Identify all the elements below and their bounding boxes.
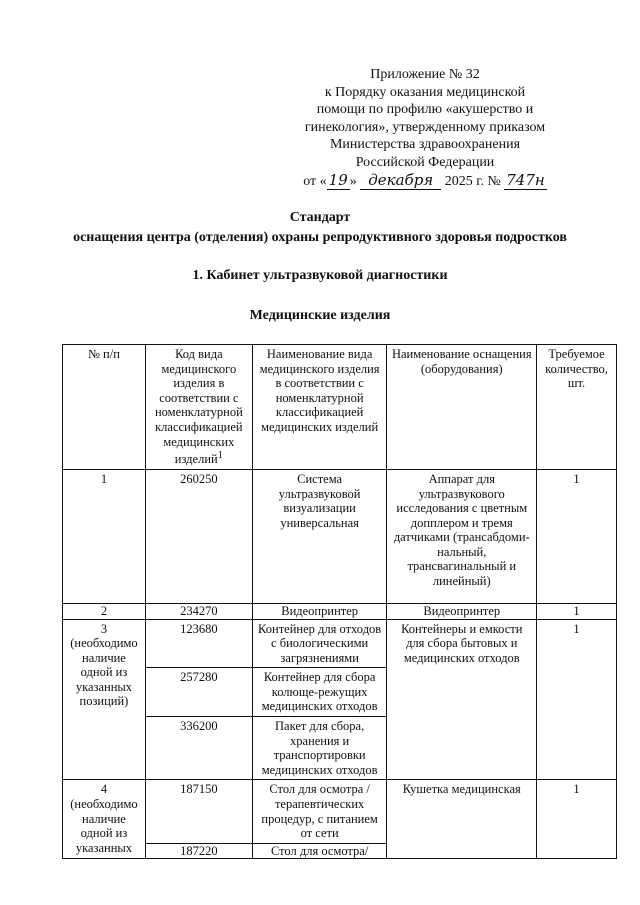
cell-equipment: Кушетка медицинская — [387, 780, 537, 859]
table-header-row — [63, 345, 617, 470]
cell-num: 3 (необходимо наличие одной из указанных позиций) — [63, 619, 146, 780]
header-code-text: Код вида медицинского изделия в соответствии с номенклатурной классификацией медицинских изделий — [154, 347, 243, 467]
date-prefix: от « — [303, 173, 327, 189]
cell-name: Пакет для сбора, хранения и транспортировки медицинских отходов — [252, 717, 387, 780]
cell-code: 123680 — [145, 619, 252, 668]
annex-line: Приложение № 32 — [370, 67, 480, 82]
cell-equipment: Видеопринтер — [387, 603, 537, 619]
date-suffix: г. № — [476, 173, 501, 189]
annex-line: помощи по профилю «акушерство и — [316, 102, 534, 118]
header-code — [145, 345, 252, 470]
table-row — [63, 780, 617, 843]
annex-line: гинекология», утвержденному приказом — [304, 119, 546, 135]
cell-equipment: Контейнеры и емкости для сбора бытовых и медицинских отходов — [387, 619, 537, 780]
order-date-line — [280, 172, 570, 191]
table-row — [63, 619, 617, 668]
cell-name: Система ультразвуковой визуализации универсальная — [252, 469, 387, 603]
annex-line: к Порядку оказания медицинской — [324, 84, 526, 100]
cell-name: Стол для осмотра /терапевтических процедур, с питанием от сети — [252, 780, 387, 843]
cell-code: 257280 — [145, 668, 252, 717]
footnote-mark: 1 — [217, 450, 223, 462]
cell-qty: 1 — [537, 469, 617, 603]
annex-header — [280, 66, 570, 190]
cell-code: 187220 — [145, 843, 252, 859]
cell-code: 260250 — [145, 469, 252, 603]
order-number: 747н — [506, 170, 545, 189]
document-title: Стандарт — [289, 210, 351, 225]
table-row — [63, 603, 617, 619]
cell-code: 187150 — [145, 780, 252, 843]
cell-code: 336200 — [145, 717, 252, 780]
cell-name: Контейнер для сбора колюще-режущих медицинских отходов — [252, 668, 387, 717]
cell-name: Стол для осмотра/ — [252, 843, 387, 859]
subsection-heading: Медицинские изделия — [249, 308, 391, 323]
cell-name: Контейнер для отходов с биологическими загрязнениями — [252, 619, 387, 668]
date-mid: » — [349, 173, 357, 189]
equipment-table — [62, 344, 617, 859]
section-heading: 1. Кабинет ультразвуковой диагностики — [192, 268, 448, 283]
cell-qty: 1 — [537, 780, 617, 859]
annex-line: Министерства здравоохранения — [329, 137, 521, 153]
header-num: № п/п — [63, 345, 146, 470]
cell-num: 1 — [63, 469, 146, 603]
date-month: декабря — [360, 172, 441, 191]
header-equipment: Наименование оснащения (оборудования) — [387, 345, 537, 470]
cell-code: 234270 — [145, 603, 252, 619]
header-name: Наименование вида медицинского изделия в соответствии с номенклатурной классификацией медицинских изделий — [252, 345, 387, 470]
cell-name: Видеопринтер — [252, 603, 387, 619]
cell-num: 4 (необходимо наличие одной из указанных — [63, 780, 146, 859]
document-subtitle: оснащения центра (отделения) охраны репродуктивного здоровья подростков — [73, 230, 567, 245]
date-year: 2025 — [444, 173, 473, 189]
annex-line: Российской Федерации — [355, 154, 495, 170]
cell-qty: 1 — [537, 619, 617, 780]
cell-num: 2 — [63, 603, 146, 619]
cell-equipment: Аппарат для ультразвукового исследования с цветным допплером и тремя датчиками (трансабдоми-нальный, трансвагинальный и линейный) — [387, 469, 537, 603]
header-qty: Требуемое количество, шт. — [537, 345, 617, 470]
cell-qty: 1 — [537, 603, 617, 619]
date-day: 19 — [328, 170, 348, 189]
table-row — [63, 469, 617, 603]
